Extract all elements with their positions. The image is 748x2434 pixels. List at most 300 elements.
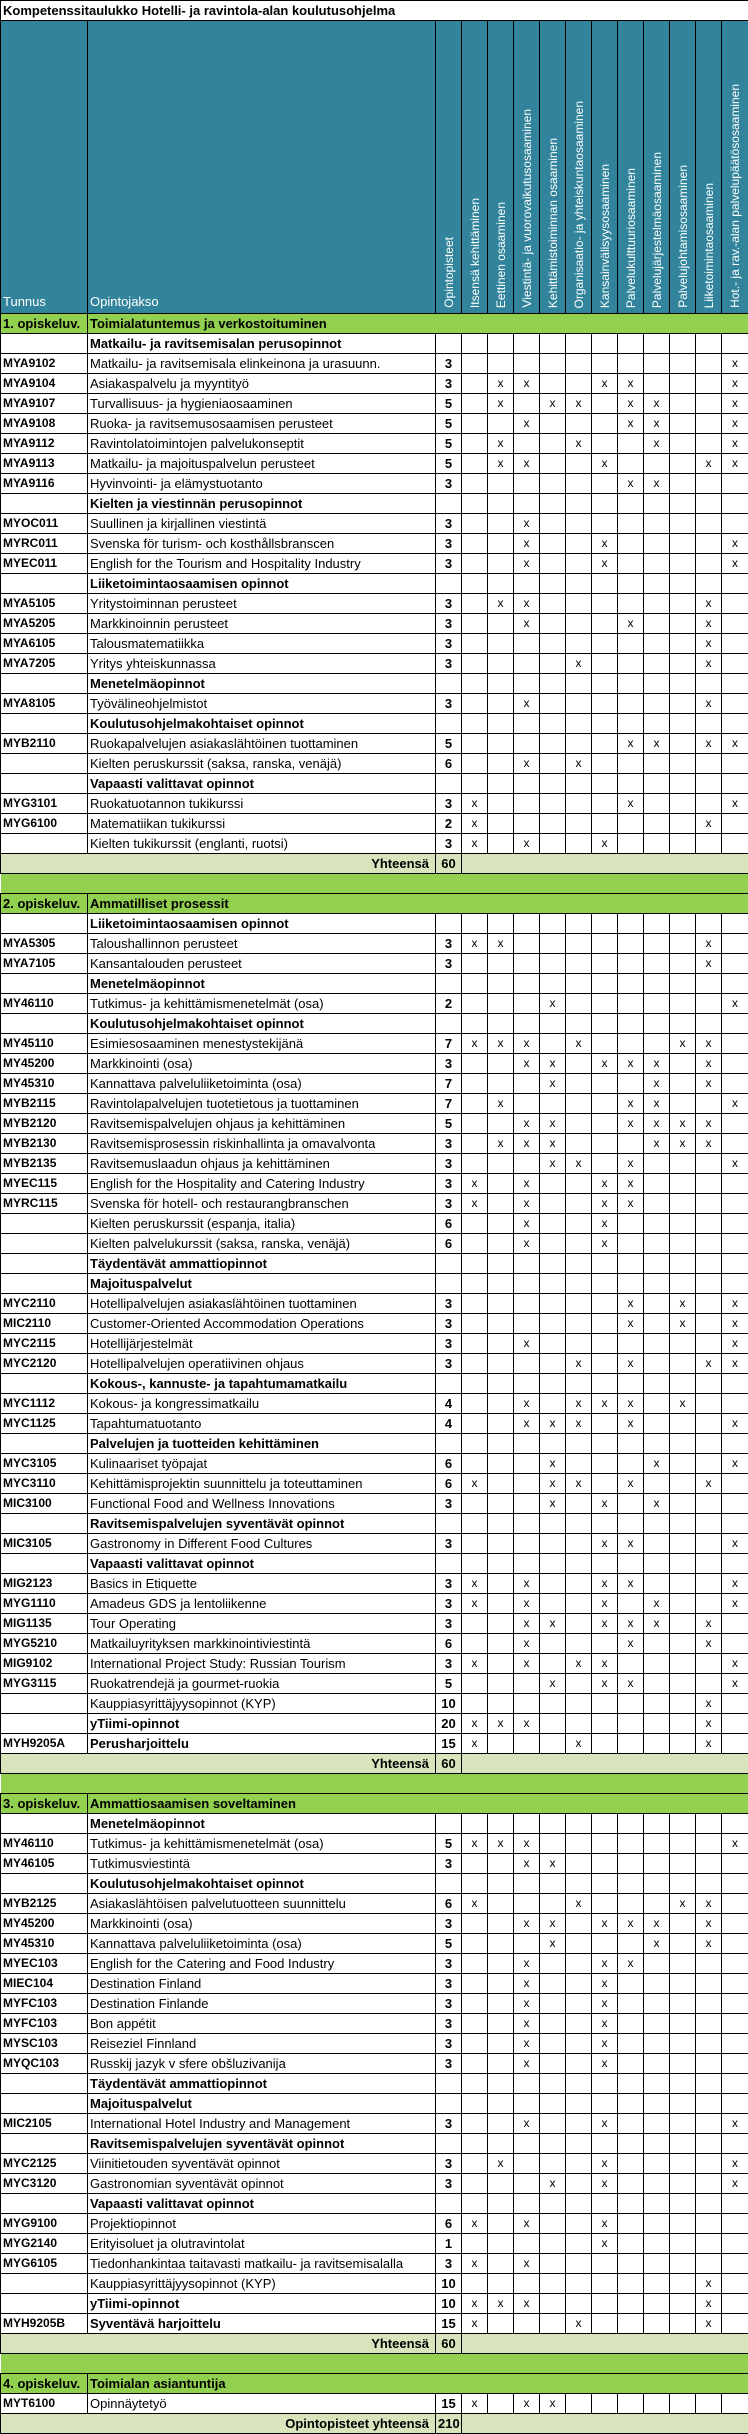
competence-mark: x	[566, 1414, 592, 1434]
competence-mark: x	[514, 514, 540, 534]
competence-mark: x	[722, 374, 748, 394]
competence-mark: x	[462, 1654, 488, 1674]
course-code: MY45310	[1, 1074, 88, 1094]
competence-mark	[696, 2154, 722, 2174]
competence-mark: x	[514, 834, 540, 854]
empty-cell	[514, 1514, 540, 1534]
competence-mark: x	[696, 594, 722, 614]
empty-cell	[488, 574, 514, 594]
competence-mark	[592, 734, 618, 754]
competence-mark	[592, 434, 618, 454]
subheading-label: Vapaasti valittavat opinnot	[88, 1554, 436, 1574]
competence-mark	[592, 2294, 618, 2314]
competence-mark	[722, 2274, 748, 2294]
competence-mark: x	[722, 534, 748, 554]
competence-mark	[670, 394, 696, 414]
competence-mark: x	[618, 794, 644, 814]
empty-cell	[436, 1814, 462, 1834]
competence-mark	[592, 394, 618, 414]
empty-cell	[670, 2094, 696, 2114]
empty-cell	[618, 1874, 644, 1894]
competence-mark	[592, 1854, 618, 1874]
competence-mark: x	[514, 594, 540, 614]
course-row	[1, 374, 748, 394]
course-credits: 3	[436, 1494, 462, 1514]
course-name: Svenska för hotell- och restaurangbranschen	[88, 1194, 436, 1214]
competence-mark	[618, 2034, 644, 2054]
empty-cell	[696, 774, 722, 794]
competence-mark: x	[566, 1474, 592, 1494]
competence-mark	[540, 834, 566, 854]
competence-mark: x	[644, 1054, 670, 1074]
competence-mark	[462, 754, 488, 774]
competence-mark	[696, 2114, 722, 2134]
empty-cell	[566, 714, 592, 734]
title-row	[1, 1, 748, 21]
competence-mark	[566, 2394, 592, 2414]
competence-mark	[670, 2174, 696, 2194]
course-code: MYC1125	[1, 1414, 88, 1434]
competence-mark: x	[540, 1414, 566, 1434]
empty-cell	[566, 974, 592, 994]
competence-mark	[514, 434, 540, 454]
competence-mark: x	[514, 754, 540, 774]
empty-cell	[644, 2194, 670, 2214]
competence-mark	[722, 594, 748, 614]
competence-mark: x	[618, 1914, 644, 1934]
empty-cell	[644, 1434, 670, 1454]
course-credits: 7	[436, 1034, 462, 1054]
course-credits: 6	[436, 1454, 462, 1474]
subheading-row	[1, 494, 748, 514]
competence-mark	[488, 1574, 514, 1594]
competence-mark	[644, 1474, 670, 1494]
course-name: Kulinaariset työpajat	[88, 1454, 436, 1474]
course-code: MYEC103	[1, 1954, 88, 1974]
course-name: International Project Study: Russian Tourism	[88, 1654, 436, 1674]
competence-mark: x	[514, 414, 540, 434]
subheading-row	[1, 1274, 748, 1294]
competence-mark	[644, 694, 670, 714]
competence-mark	[618, 954, 644, 974]
competence-mark	[670, 634, 696, 654]
course-code: MYA9112	[1, 434, 88, 454]
competence-mark	[644, 2014, 670, 2034]
course-code: MYG6105	[1, 2254, 88, 2274]
competence-mark	[462, 994, 488, 1014]
header-competence	[670, 21, 696, 314]
empty-cell	[540, 714, 566, 734]
empty-cell	[618, 1814, 644, 1834]
empty-cell	[618, 1274, 644, 1294]
competence-mark	[696, 1094, 722, 1114]
competence-mark	[670, 934, 696, 954]
competence-mark: x	[618, 1194, 644, 1214]
course-name: Yritys yhteiskunnassa	[88, 654, 436, 674]
competence-mark: x	[722, 1574, 748, 1594]
course-row	[1, 2314, 748, 2334]
competence-mark: x	[462, 794, 488, 814]
competence-mark	[592, 1934, 618, 1954]
competence-mark: x	[566, 1154, 592, 1174]
competence-mark	[644, 2254, 670, 2274]
course-name: Ruokapalvelujen asiakaslähtöinen tuottaminen	[88, 734, 436, 754]
competence-mark	[670, 1334, 696, 1354]
empty-cell	[566, 2194, 592, 2214]
competence-mark	[514, 1454, 540, 1474]
competence-mark	[670, 1994, 696, 2014]
competence-mark	[592, 1154, 618, 1174]
empty-cell	[618, 1374, 644, 1394]
course-code: MIC3105	[1, 1534, 88, 1554]
course-row	[1, 1714, 748, 1734]
course-row	[1, 1054, 748, 1074]
empty-cell	[566, 1874, 592, 1894]
subheading-code-cell	[1, 2074, 88, 2094]
competence-mark	[644, 1034, 670, 1054]
competence-mark	[644, 954, 670, 974]
total-credits: 60	[436, 1754, 462, 1774]
course-row	[1, 514, 748, 534]
total-filler	[462, 854, 748, 874]
competence-mark	[566, 2014, 592, 2034]
empty-cell	[722, 1554, 748, 1574]
competence-mark	[670, 814, 696, 834]
competence-mark: x	[592, 374, 618, 394]
course-credits: 3	[436, 654, 462, 674]
competence-mark	[514, 1894, 540, 1914]
subheading-code-cell	[1, 1554, 88, 1574]
empty-cell	[618, 334, 644, 354]
competence-mark: x	[540, 1614, 566, 1634]
competence-mark	[462, 1854, 488, 1874]
course-name: Talousmatematiikka	[88, 634, 436, 654]
empty-cell	[488, 1274, 514, 1294]
competence-mark	[462, 1354, 488, 1374]
course-row	[1, 2114, 748, 2134]
competence-mark	[566, 614, 592, 634]
competence-mark	[696, 394, 722, 414]
course-code: MYH9205A	[1, 1734, 88, 1754]
competence-mark: x	[488, 434, 514, 454]
empty-cell	[722, 2094, 748, 2114]
course-code	[1, 834, 88, 854]
empty-cell	[566, 1014, 592, 1034]
competence-mark	[514, 1534, 540, 1554]
competence-mark	[670, 2294, 696, 2314]
course-row	[1, 834, 748, 854]
empty-cell	[514, 2134, 540, 2154]
competence-mark	[566, 1194, 592, 1214]
header-competence-label: Viestintä- ja vuorovaikutusosaaminen	[516, 107, 538, 308]
competence-mark	[722, 1074, 748, 1094]
competence-mark	[514, 934, 540, 954]
competence-mark: x	[592, 534, 618, 554]
competence-mark	[618, 354, 644, 374]
competence-mark: x	[670, 1294, 696, 1314]
competence-mark	[488, 2214, 514, 2234]
subheading-code-cell	[1, 2094, 88, 2114]
empty-cell	[644, 714, 670, 734]
competence-mark	[696, 1854, 722, 1874]
empty-cell	[722, 1014, 748, 1034]
competence-mark	[618, 1034, 644, 1054]
empty-cell	[722, 574, 748, 594]
course-code: MYFC103	[1, 2014, 88, 2034]
competence-mark: x	[722, 1594, 748, 1614]
empty-cell	[540, 774, 566, 794]
competence-mark: x	[618, 1394, 644, 1414]
competence-mark	[514, 394, 540, 414]
competence-mark	[670, 1094, 696, 1114]
course-code: MIC3100	[1, 1494, 88, 1514]
course-name: Matkailu- ja ravitsemisala elinkeinona ja urasuunn.	[88, 354, 436, 374]
competence-mark	[566, 1074, 592, 1094]
competence-mark	[592, 1894, 618, 1914]
header-competence-label: Palvelujärjestelmäosaaminen	[646, 150, 668, 308]
competence-mark: x	[592, 2154, 618, 2174]
competence-mark	[696, 2254, 722, 2274]
course-credits: 5	[436, 394, 462, 414]
competence-mark: x	[644, 1074, 670, 1094]
empty-cell	[696, 334, 722, 354]
course-credits: 3	[436, 374, 462, 394]
empty-cell	[722, 1274, 748, 1294]
empty-cell	[514, 1874, 540, 1894]
competence-mark: x	[462, 814, 488, 834]
competence-mark	[644, 994, 670, 1014]
empty-cell	[618, 1254, 644, 1274]
empty-cell	[592, 1374, 618, 1394]
empty-cell	[670, 774, 696, 794]
competence-mark	[696, 1994, 722, 2014]
competence-mark	[592, 954, 618, 974]
empty-cell	[540, 674, 566, 694]
competence-mark	[540, 374, 566, 394]
competence-mark	[592, 1354, 618, 1374]
competence-mark	[618, 2054, 644, 2074]
course-row	[1, 394, 748, 414]
competence-mark	[514, 2174, 540, 2194]
competence-mark	[670, 2214, 696, 2234]
competence-mark	[566, 514, 592, 534]
empty-cell	[618, 1554, 644, 1574]
competence-mark: x	[566, 1354, 592, 1374]
course-name: yTiimi-opinnot	[88, 1714, 436, 1734]
total-credits: 60	[436, 854, 462, 874]
empty-cell	[436, 674, 462, 694]
competence-mark	[488, 1614, 514, 1634]
subheading-code-cell	[1, 674, 88, 694]
course-name: Russkij jazyk v sfere obšluzivanija	[88, 2054, 436, 2074]
competence-mark	[488, 1354, 514, 1374]
course-name: Opinnäytetyö	[88, 2394, 436, 2414]
competence-mark	[644, 1394, 670, 1414]
competence-mark	[644, 2114, 670, 2134]
empty-cell	[488, 1374, 514, 1394]
course-code: MYH9205B	[1, 2314, 88, 2334]
subheading-code-cell	[1, 334, 88, 354]
competence-mark	[592, 2314, 618, 2334]
competence-mark: x	[696, 814, 722, 834]
empty-cell	[514, 1434, 540, 1454]
header-competence	[696, 21, 722, 314]
competence-mark: x	[566, 1894, 592, 1914]
competence-mark	[488, 1994, 514, 2014]
competence-mark	[462, 634, 488, 654]
spacer-row	[1, 1774, 748, 1794]
empty-cell	[488, 1434, 514, 1454]
header-competence	[644, 21, 670, 314]
competence-mark	[488, 2114, 514, 2134]
course-credits: 3	[436, 2014, 462, 2034]
competence-mark	[722, 1634, 748, 1654]
competence-mark: x	[722, 1674, 748, 1694]
competence-mark	[462, 694, 488, 714]
competence-mark	[488, 1214, 514, 1234]
course-name: Markkinointi (osa)	[88, 1914, 436, 1934]
empty-cell	[644, 2074, 670, 2094]
empty-cell	[488, 494, 514, 514]
competence-mark: x	[618, 414, 644, 434]
empty-cell	[566, 494, 592, 514]
competence-mark: x	[722, 1834, 748, 1854]
competence-mark	[566, 374, 592, 394]
course-name: Amadeus GDS ja lentoliikenne	[88, 1594, 436, 1614]
header-code: Tunnus	[1, 21, 88, 314]
course-name: Hotellijärjestelmät	[88, 1334, 436, 1354]
competence-mark: x	[670, 1114, 696, 1134]
course-row	[1, 594, 748, 614]
subheading-row	[1, 914, 748, 934]
competence-mark: x	[722, 1294, 748, 1314]
empty-cell	[514, 2094, 540, 2114]
competence-mark	[540, 754, 566, 774]
competence-mark	[488, 734, 514, 754]
course-credits: 5	[436, 1674, 462, 1694]
competence-mark	[722, 2234, 748, 2254]
competence-mark	[722, 1854, 748, 1874]
competence-mark	[566, 1314, 592, 1334]
course-credits: 3	[436, 1354, 462, 1374]
competence-mark: x	[592, 1054, 618, 1074]
competence-mark	[462, 1334, 488, 1354]
competence-mark: x	[488, 934, 514, 954]
competence-mark: x	[514, 1054, 540, 1074]
empty-cell	[488, 1254, 514, 1274]
empty-cell	[540, 334, 566, 354]
course-row	[1, 1454, 748, 1474]
header-competence	[722, 21, 748, 314]
empty-cell	[644, 2134, 670, 2154]
subheading-label: Menetelmäopinnot	[88, 674, 436, 694]
empty-cell	[618, 1434, 644, 1454]
competence-mark	[670, 1954, 696, 1974]
competence-mark: x	[644, 394, 670, 414]
competence-mark	[592, 1034, 618, 1054]
competence-mark: x	[670, 1394, 696, 1414]
course-name: Tutkimus- ja kehittämismenetelmät (osa)	[88, 994, 436, 1014]
course-credits: 3	[436, 594, 462, 614]
subheading-code-cell	[1, 774, 88, 794]
course-name: English for the Hospitality and Catering Industry	[88, 1174, 436, 1194]
competence-mark	[722, 2254, 748, 2274]
competence-mark: x	[696, 1934, 722, 1954]
competence-mark	[488, 2314, 514, 2334]
competence-mark	[540, 2274, 566, 2294]
competence-mark: x	[514, 1334, 540, 1354]
course-row	[1, 1494, 748, 1514]
empty-cell	[696, 2194, 722, 2214]
competence-mark	[514, 2154, 540, 2174]
competence-mark	[566, 1614, 592, 1634]
course-name: Ruoka- ja ravitsemusosaamisen perusteet	[88, 414, 436, 434]
competence-mark	[566, 2234, 592, 2254]
empty-cell	[644, 1274, 670, 1294]
empty-cell	[514, 674, 540, 694]
competence-mark	[722, 2294, 748, 2314]
competence-mark	[462, 2154, 488, 2174]
total-filler	[462, 1754, 748, 1774]
course-row	[1, 354, 748, 374]
empty-cell	[488, 334, 514, 354]
course-row	[1, 1834, 748, 1854]
competence-mark: x	[514, 534, 540, 554]
competence-mark	[722, 2214, 748, 2234]
course-credits: 1	[436, 2234, 462, 2254]
competence-mark	[670, 2154, 696, 2174]
competence-mark	[566, 1674, 592, 1694]
empty-cell	[722, 774, 748, 794]
empty-cell	[540, 2094, 566, 2114]
competence-mark	[566, 1214, 592, 1234]
competence-mark	[696, 534, 722, 554]
competence-mark	[462, 1314, 488, 1334]
competence-mark	[644, 1234, 670, 1254]
competence-mark: x	[514, 1954, 540, 1974]
empty-cell	[514, 914, 540, 934]
competence-mark	[566, 1174, 592, 1194]
subheading-label: Majoituspalvelut	[88, 1274, 436, 1294]
competence-mark	[696, 1494, 722, 1514]
competence-mark	[696, 1334, 722, 1354]
course-row	[1, 754, 748, 774]
competence-mark	[592, 2394, 618, 2414]
competence-mark	[592, 1314, 618, 1334]
empty-cell	[618, 2134, 644, 2154]
course-row	[1, 1094, 748, 1114]
competence-mark: x	[514, 454, 540, 474]
empty-cell	[670, 494, 696, 514]
competence-mark	[566, 534, 592, 554]
competence-mark	[722, 694, 748, 714]
course-credits: 5	[436, 434, 462, 454]
competence-mark	[540, 2254, 566, 2274]
subheading-label: Kokous-, kannuste- ja tapahtumamatkailu	[88, 1374, 436, 1394]
course-credits: 6	[436, 2214, 462, 2234]
competence-mark: x	[592, 1394, 618, 1414]
competence-mark	[722, 1714, 748, 1734]
competence-mark: x	[566, 1034, 592, 1054]
course-code: MYC3110	[1, 1474, 88, 1494]
competence-mark	[722, 1174, 748, 1194]
competence-mark	[644, 1834, 670, 1854]
competence-mark	[618, 1714, 644, 1734]
competence-mark	[540, 1314, 566, 1334]
course-row	[1, 1174, 748, 1194]
competence-mark	[644, 1654, 670, 1674]
competence-mark: x	[592, 1954, 618, 1974]
